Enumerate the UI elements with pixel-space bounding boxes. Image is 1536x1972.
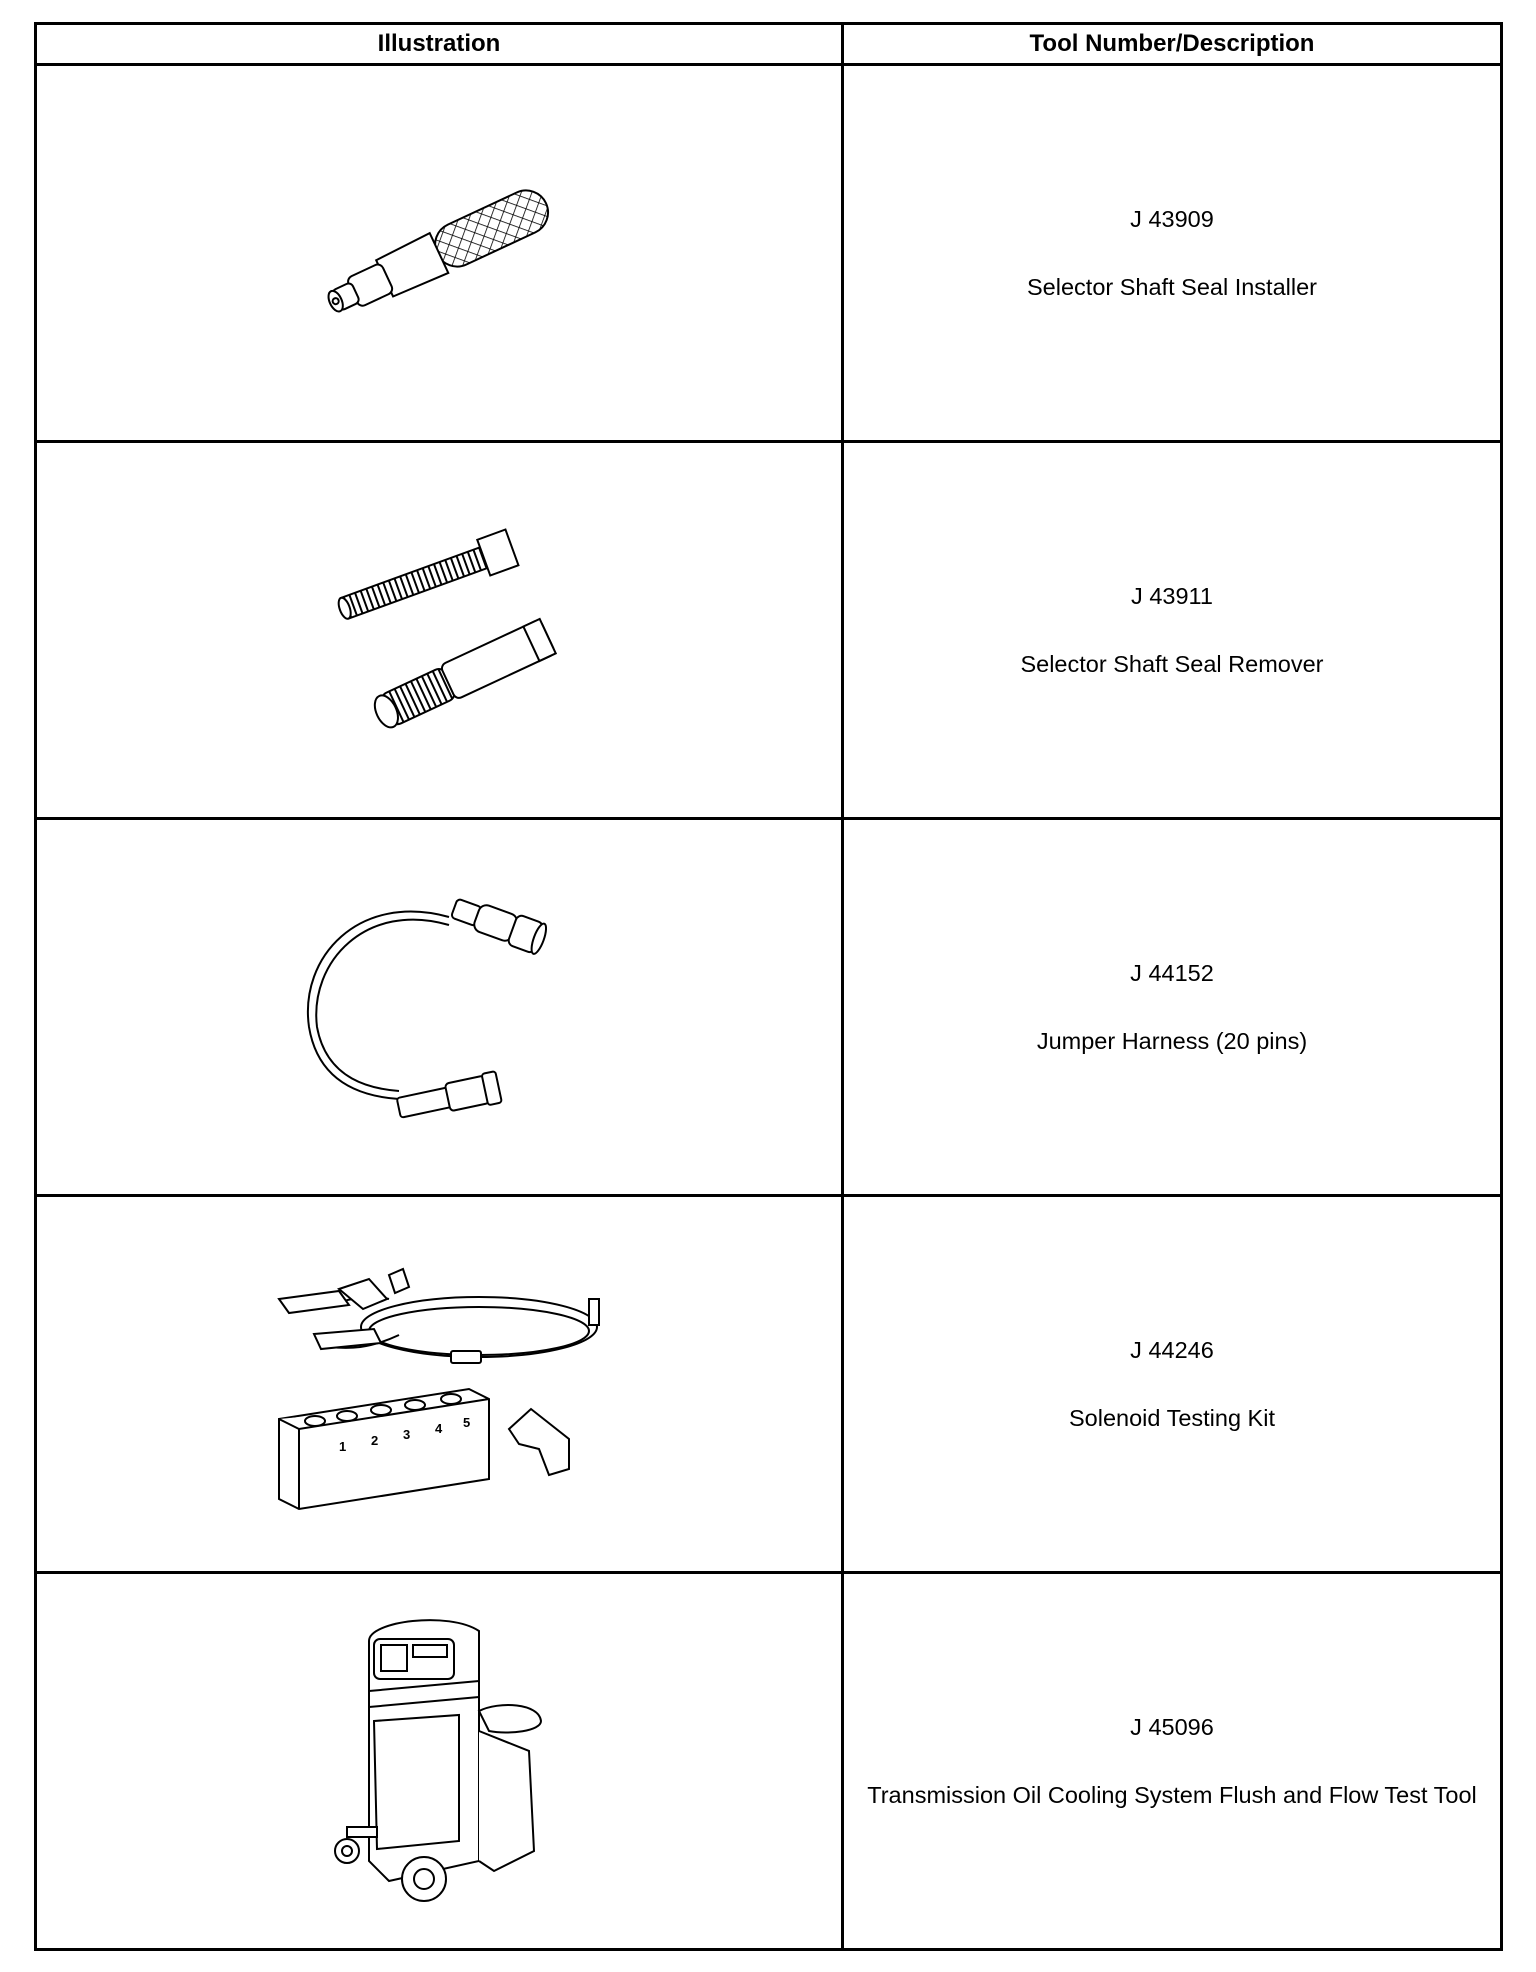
tool-number: J 44246 xyxy=(1130,1337,1214,1363)
description-cell xyxy=(843,1196,1502,1573)
tool-description: Jumper Harness (20 pins) xyxy=(1036,1028,1308,1054)
tool-table xyxy=(34,22,1503,1951)
tool-description: Selector Shaft Seal Remover xyxy=(1020,651,1324,677)
illustration-cell xyxy=(36,819,843,1196)
table-row xyxy=(36,1573,1502,1950)
tool-description: Selector Shaft Seal Installer xyxy=(1027,274,1317,300)
table-row xyxy=(36,65,1502,442)
seal-installer-icon xyxy=(289,143,589,363)
tool-description: Transmission Oil Cooling System Flush and Flow Test Tool xyxy=(867,1782,1477,1808)
tool-number: J 45096 xyxy=(1130,1714,1214,1740)
flush-tool-icon xyxy=(329,1611,549,1911)
illustration-cell xyxy=(36,442,843,819)
tool-description: Solenoid Testing Kit xyxy=(1069,1405,1275,1431)
illustration-cell xyxy=(36,65,843,442)
table-row xyxy=(36,1196,1502,1573)
tool-number: J 43909 xyxy=(1130,206,1214,232)
description-cell xyxy=(843,819,1502,1196)
block-label: 4 xyxy=(435,1421,443,1436)
block-label: 1 xyxy=(339,1439,347,1454)
description-cell xyxy=(843,65,1502,442)
jumper-harness-icon xyxy=(279,887,599,1127)
table-row xyxy=(36,819,1502,1196)
header-illustration: Illustration xyxy=(36,24,843,65)
block-label: 5 xyxy=(463,1415,471,1430)
block-label: 3 xyxy=(403,1427,411,1442)
tool-number: J 44152 xyxy=(1130,960,1214,986)
table-row xyxy=(36,442,1502,819)
seal-remover-icon xyxy=(309,505,569,755)
illustration-cell xyxy=(36,1573,843,1950)
tool-number: J 43911 xyxy=(1131,583,1213,609)
illustration-cell xyxy=(36,1196,843,1573)
description-cell xyxy=(843,1573,1502,1950)
solenoid-kit-icon xyxy=(269,1239,609,1529)
description-cell xyxy=(843,442,1502,819)
block-label: 2 xyxy=(371,1433,379,1448)
table-header-row xyxy=(36,24,1502,65)
header-description: Tool Number/Description xyxy=(843,24,1502,65)
